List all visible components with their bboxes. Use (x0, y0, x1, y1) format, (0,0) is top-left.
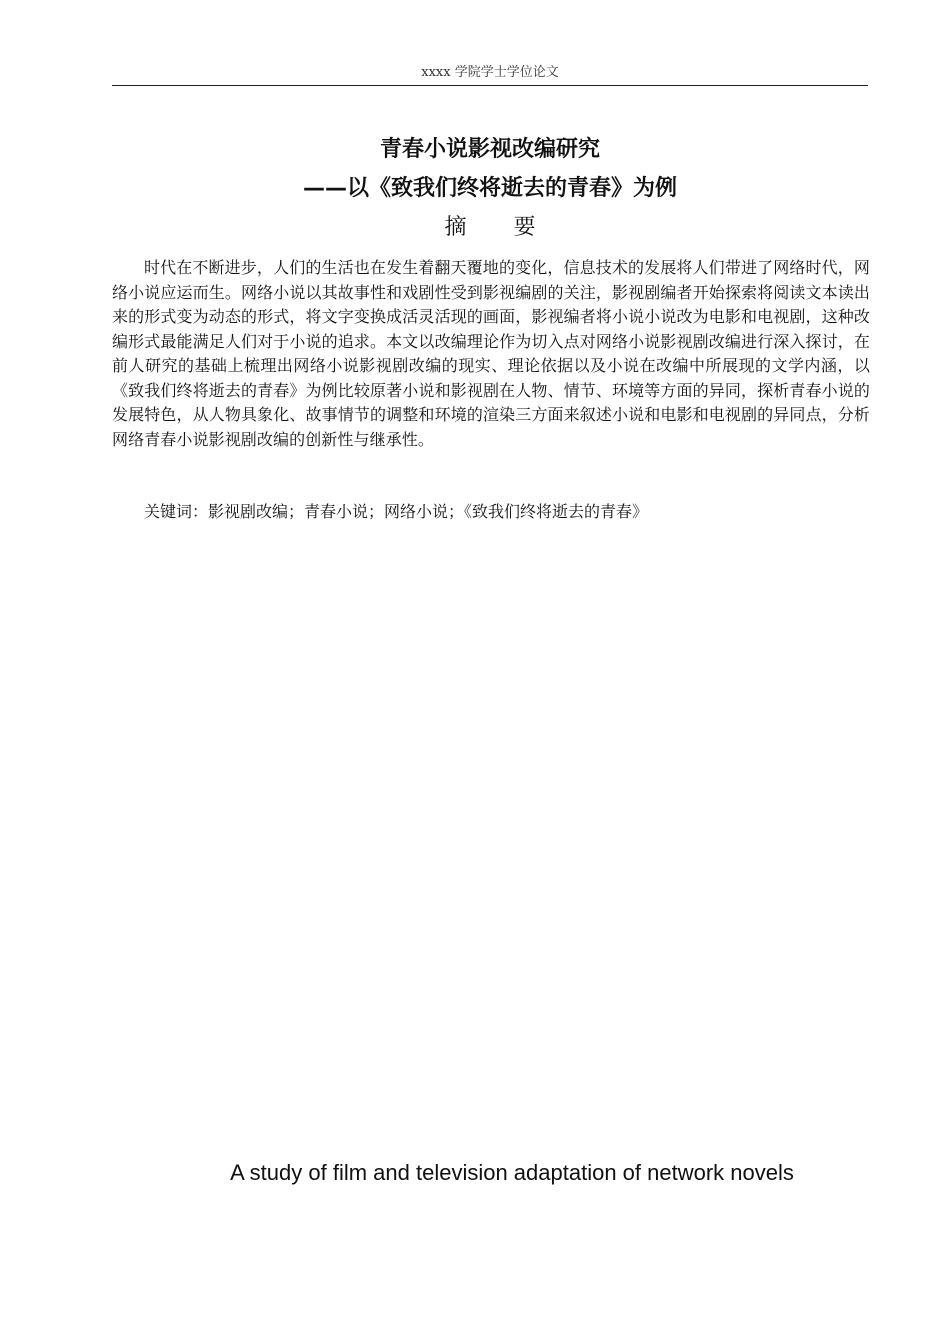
header-rule (112, 85, 868, 86)
english-title: A study of film and television adaptation of network novels (230, 1160, 794, 1185)
running-header: xxxx 学院学士学位论文 (421, 65, 559, 80)
keywords-line: 关键词：影视剧改编；青春小说；网络小说；《致我们终将逝去的青春》 (144, 502, 649, 521)
abstract-heading: 摘 要 (444, 215, 556, 240)
abstract-body: 时代在不断进步，人们的生活也在发生着翻天覆地的变化，信息技术的发展将人们带进了网络时代，网络小说应运而生。网络小说以其故事性和戏剧性受到影视编剧的关注，影视剧编者开始探索将阅读文本读出来的形式变为动态的形式，将文字变换成活灵活现的画面，影视编者将小说小说改为电影和电视剧，这种改编形式最能满足人们对于小说的追求。本文以改编理论作为切入点对网络小说影视剧改编进行深入探讨，在前人研究的基础上梳理出网络小说影视剧改编的现实、理论依据以及小说在改编中所展现的文学内涵，以《致我们终将逝去的青春》为例比较原著小说和影视剧在人物、情节、环境等方面的异同，探析青春小说的发展特色，从人物具象化、故事情节的调整和环境的渲染三方面来叙述小说和电影和电视剧的异同点，分析网络青春小说影视剧改编的创新性与继承性。 (112, 258, 870, 449)
thesis-subtitle: ——以《致我们终将逝去的青春》为例 (302, 176, 677, 201)
thesis-title: 青春小说影视改编研究 (379, 137, 600, 162)
